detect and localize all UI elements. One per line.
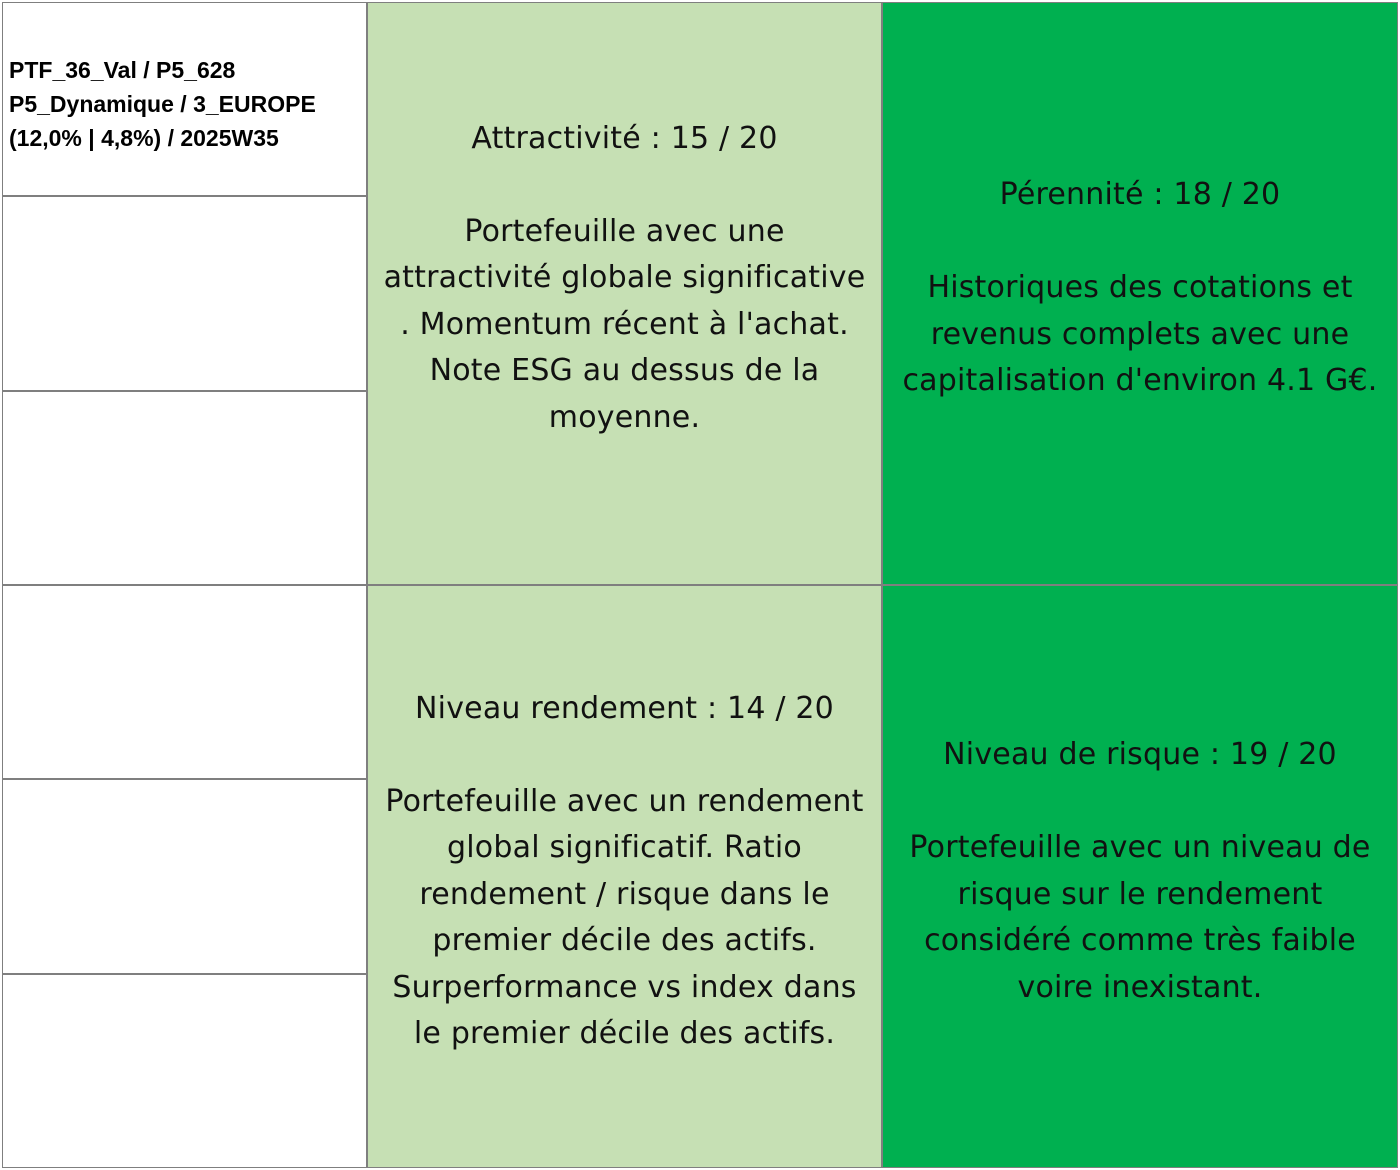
- rendement-line: Surperformance vs index dans: [392, 969, 857, 1005]
- empty-cell: [2, 585, 367, 779]
- attractivite-line: Portefeuille avec une: [464, 213, 785, 249]
- rendement-line: premier décile des actifs.: [432, 923, 817, 958]
- empty-cell: [2, 974, 367, 1168]
- risque-title: Niveau de risque : 19 / 20: [943, 737, 1337, 772]
- rendement-title: Niveau rendement : 14 / 20: [415, 690, 834, 726]
- risque-line: risque sur le rendement: [957, 876, 1323, 912]
- attractivite-line: . Momentum récent à l'achat.: [400, 306, 849, 342]
- portfolio-id-line-3: (12,0% | 4,8%) / 2025W35: [9, 125, 279, 151]
- portfolio-id-cell: [2, 2, 367, 196]
- attractivite-line: attractivité globale significative: [383, 260, 866, 296]
- portfolio-id-line-1: PTF_36_Val / P5_628: [9, 57, 236, 83]
- perennite-title: Pérennité : 18 / 20: [999, 177, 1281, 213]
- attractivite-cell: [367, 2, 882, 585]
- risque-line: considéré comme très faible: [924, 923, 1356, 958]
- risque-cell: [882, 585, 1398, 1168]
- rendement-line: Portefeuille avec un rendement: [385, 783, 864, 819]
- empty-cell: [2, 779, 367, 974]
- perennite-cell: [882, 2, 1398, 585]
- rendement-line: global significatif. Ratio: [447, 830, 802, 865]
- risque-line: Portefeuille avec un niveau de: [909, 830, 1371, 865]
- portfolio-id: [9, 53, 316, 155]
- perennite-line: revenus complets avec une: [930, 316, 1350, 352]
- portfolio-id-line-2: P5_Dynamique / 3_EUROPE: [9, 91, 316, 117]
- attractivite-title: Attractivité : 15 / 20: [471, 120, 778, 156]
- perennite-line: Historiques des cotations et: [927, 270, 1353, 306]
- rendement-cell: [367, 585, 882, 1168]
- attractivite-line: moyenne.: [548, 399, 701, 435]
- attractivite-line: Note ESG au dessus de la: [429, 353, 820, 389]
- empty-cell: [2, 391, 367, 585]
- risque-line: voire inexistant.: [1017, 969, 1263, 1005]
- rendement-line: rendement / risque dans le: [419, 876, 830, 912]
- rendement-line: le premier décile des actifs.: [413, 1016, 836, 1051]
- empty-cell: [2, 196, 367, 391]
- perennite-line: capitalisation d'environ 4.1 G€.: [902, 363, 1378, 399]
